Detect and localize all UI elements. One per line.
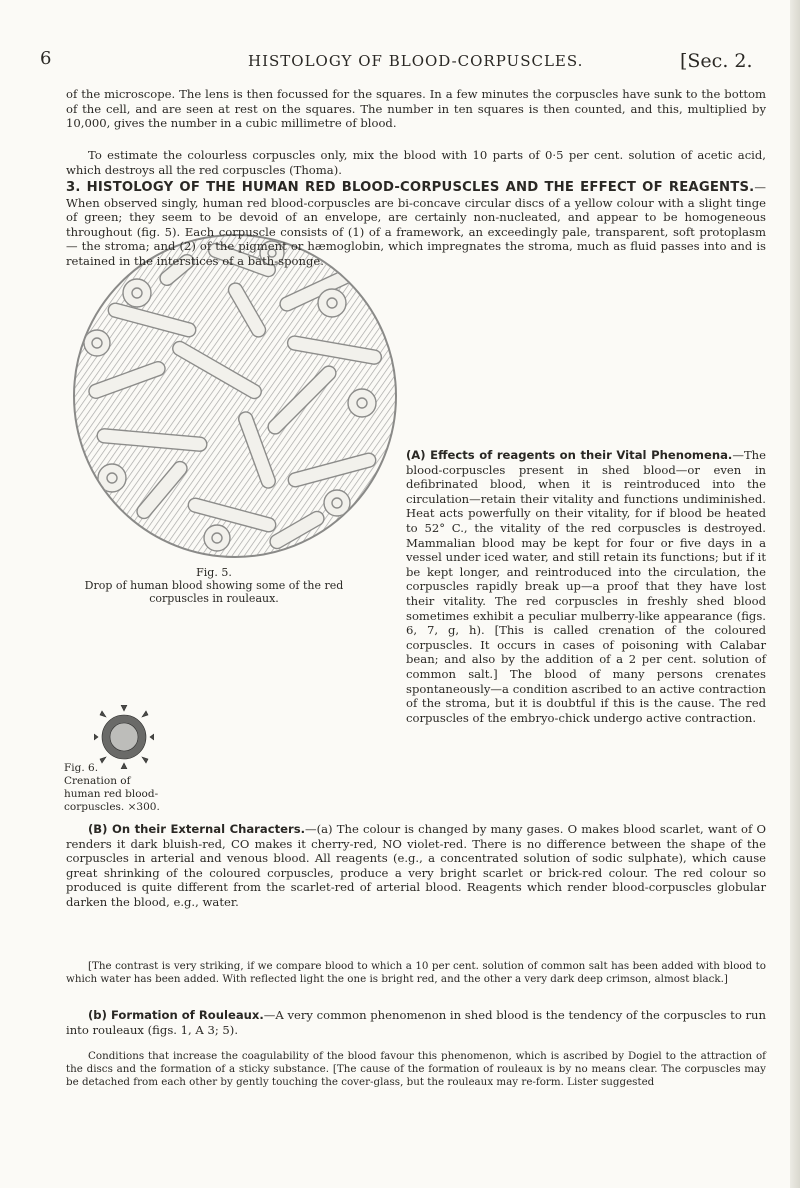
section3-heading: 3. HISTOLOGY OF THE HUMAN RED BLOOD-CORPUSCLES AND THE EFFECT OF REAGENTS. bbox=[66, 180, 755, 195]
page-number: 6 bbox=[40, 48, 52, 69]
sectionB-heading: (B) On their External Characters. bbox=[88, 822, 306, 836]
page-edge bbox=[790, 0, 800, 1188]
sectionA-paragraph bbox=[66, 448, 766, 725]
sectionb-note: Conditions that increase the coagulability of the blood favour this phenomenon, which is ascribed by Dogiel to the attraction of the discs and the formation of a sticky substance. [The cause of the formation of rouleaux is by no means clear. The corpuscles may be detached from each other by gently touching the cover-glass, but the rouleaux may re-form. Lister suggested bbox=[66, 1050, 766, 1088]
sectionb-paragraph bbox=[66, 1008, 766, 1037]
section-tag: [Sec. 2. bbox=[680, 50, 753, 72]
intro-paragraph-1: of the microscope. The lens is then focussed for the squares. In a few minutes the corpuscles have sunk to the bottom of the cell, and are seen at rest on the squares. The number in ten squares is then counted, and this, multiplied by 10,000, gives the number in a cubic millimetre of blood. bbox=[66, 87, 766, 131]
sectionb-text: —A very common phenomenon in shed blood is the tendency of the corpuscles to run into rouleaux (figs. 1, A 3; 5). bbox=[66, 1008, 766, 1037]
sectionA-heading: (A) Effects of reagents on their Vital Phenomena. bbox=[406, 448, 733, 462]
sectionB-paragraph bbox=[66, 822, 766, 910]
sectionA-text: —The blood-corpuscles present in shed blood—or even in defibrinated blood, when it is reintroduced into the circulation—retain their vitality and functions undiminished. Heat acts powerfully on their vitality, for if blood be heated to 52° C., the vitality of the red corpuscles is destroyed. Mammalian blood may be kept for four or five days in a vessel under iced water, and still retain its functions; but if it be kept longer, and reintroduced into the circulation, the corpuscles rapidly break up—a proof that they have lost their vitality. The red corpuscles in freshly shed blood sometimes exhibit a peculiar mulberry-like appearance (figs. 6, 7, g, h). [This is called crenation of the coloured corpuscles. It occurs in cases of poisoning with Calabar bean; and also by the addition of a 2 per cent. solution of common salt.] The blood of many persons crenates spontaneously—a condition ascribed to an active contraction of the stroma, but it is doubtful if this is the cause. The red corpuscles of the embryo-chick undergo active contraction. bbox=[406, 448, 766, 725]
intro-paragraph-2: To estimate the colourless corpuscles only, mix the blood with 10 parts of 0·5 per cent. solution of acetic acid, which destroys all the red corpuscles (Thoma). bbox=[66, 148, 766, 177]
section3-text: —When observed singly, human red blood-corpuscles are bi-concave circular discs of a yellow colour with a slight tinge of green; they seem to be devoid of an envelope, are certainly non-nucleated, and appear to be homogeneous throughout (fig. 5). Each corpuscle consists of (1) of a framework, an exceedingly pale, transparent, soft protoplasm — the stroma; and (2) of the pigment or hæmoglobin, which impregnates the stroma, much as fluid passes into and is retained in the interstices of a bath-sponge. bbox=[66, 180, 766, 268]
section3-paragraph bbox=[66, 180, 766, 269]
fig6-caption bbox=[64, 762, 164, 814]
fig5-label: Fig. 5. bbox=[196, 566, 232, 579]
sectionb-heading: (b) Formation of Rouleaux. bbox=[88, 1008, 264, 1022]
fig6-label: Fig. 6. bbox=[64, 762, 99, 774]
fig5-caption-text: Drop of human blood showing some of the red corpuscles in rouleaux. bbox=[84, 579, 344, 605]
sectionB-text: —(a) The colour is changed by many gases. O makes blood scarlet, want of O renders it dark bluish-red, CO makes it cherry-red, NO violet-red. There is no difference between the shape of the corpuscles in arterial and venous blood. All reagents (e.g., a concentrated solution of sodic sulphate), which cause great shrinking of the coloured corpuscles, produce a very bright scarlet or brick-red colour. The red colour so produced is quite different from the scarlet-red of arterial blood. Reagents which render blood-corpuscles globular darken the blood, e.g., water. bbox=[66, 822, 766, 909]
page-header bbox=[0, 44, 800, 74]
fig6-caption-text: Crenation of human red blood-corpuscles. ×300. bbox=[64, 775, 160, 813]
running-title: HISTOLOGY OF BLOOD-CORPUSCLES. bbox=[248, 52, 584, 70]
sectionB-note: [The contrast is very striking, if we compare blood to which a 10 per cent. solution of common salt has been added with blood to which water has been added. With reflected light the one is bright red, and the other a very dark deep crimson, almost black.] bbox=[66, 960, 766, 985]
sectionA-wrap bbox=[406, 448, 766, 725]
fig6-illustration bbox=[94, 705, 154, 769]
